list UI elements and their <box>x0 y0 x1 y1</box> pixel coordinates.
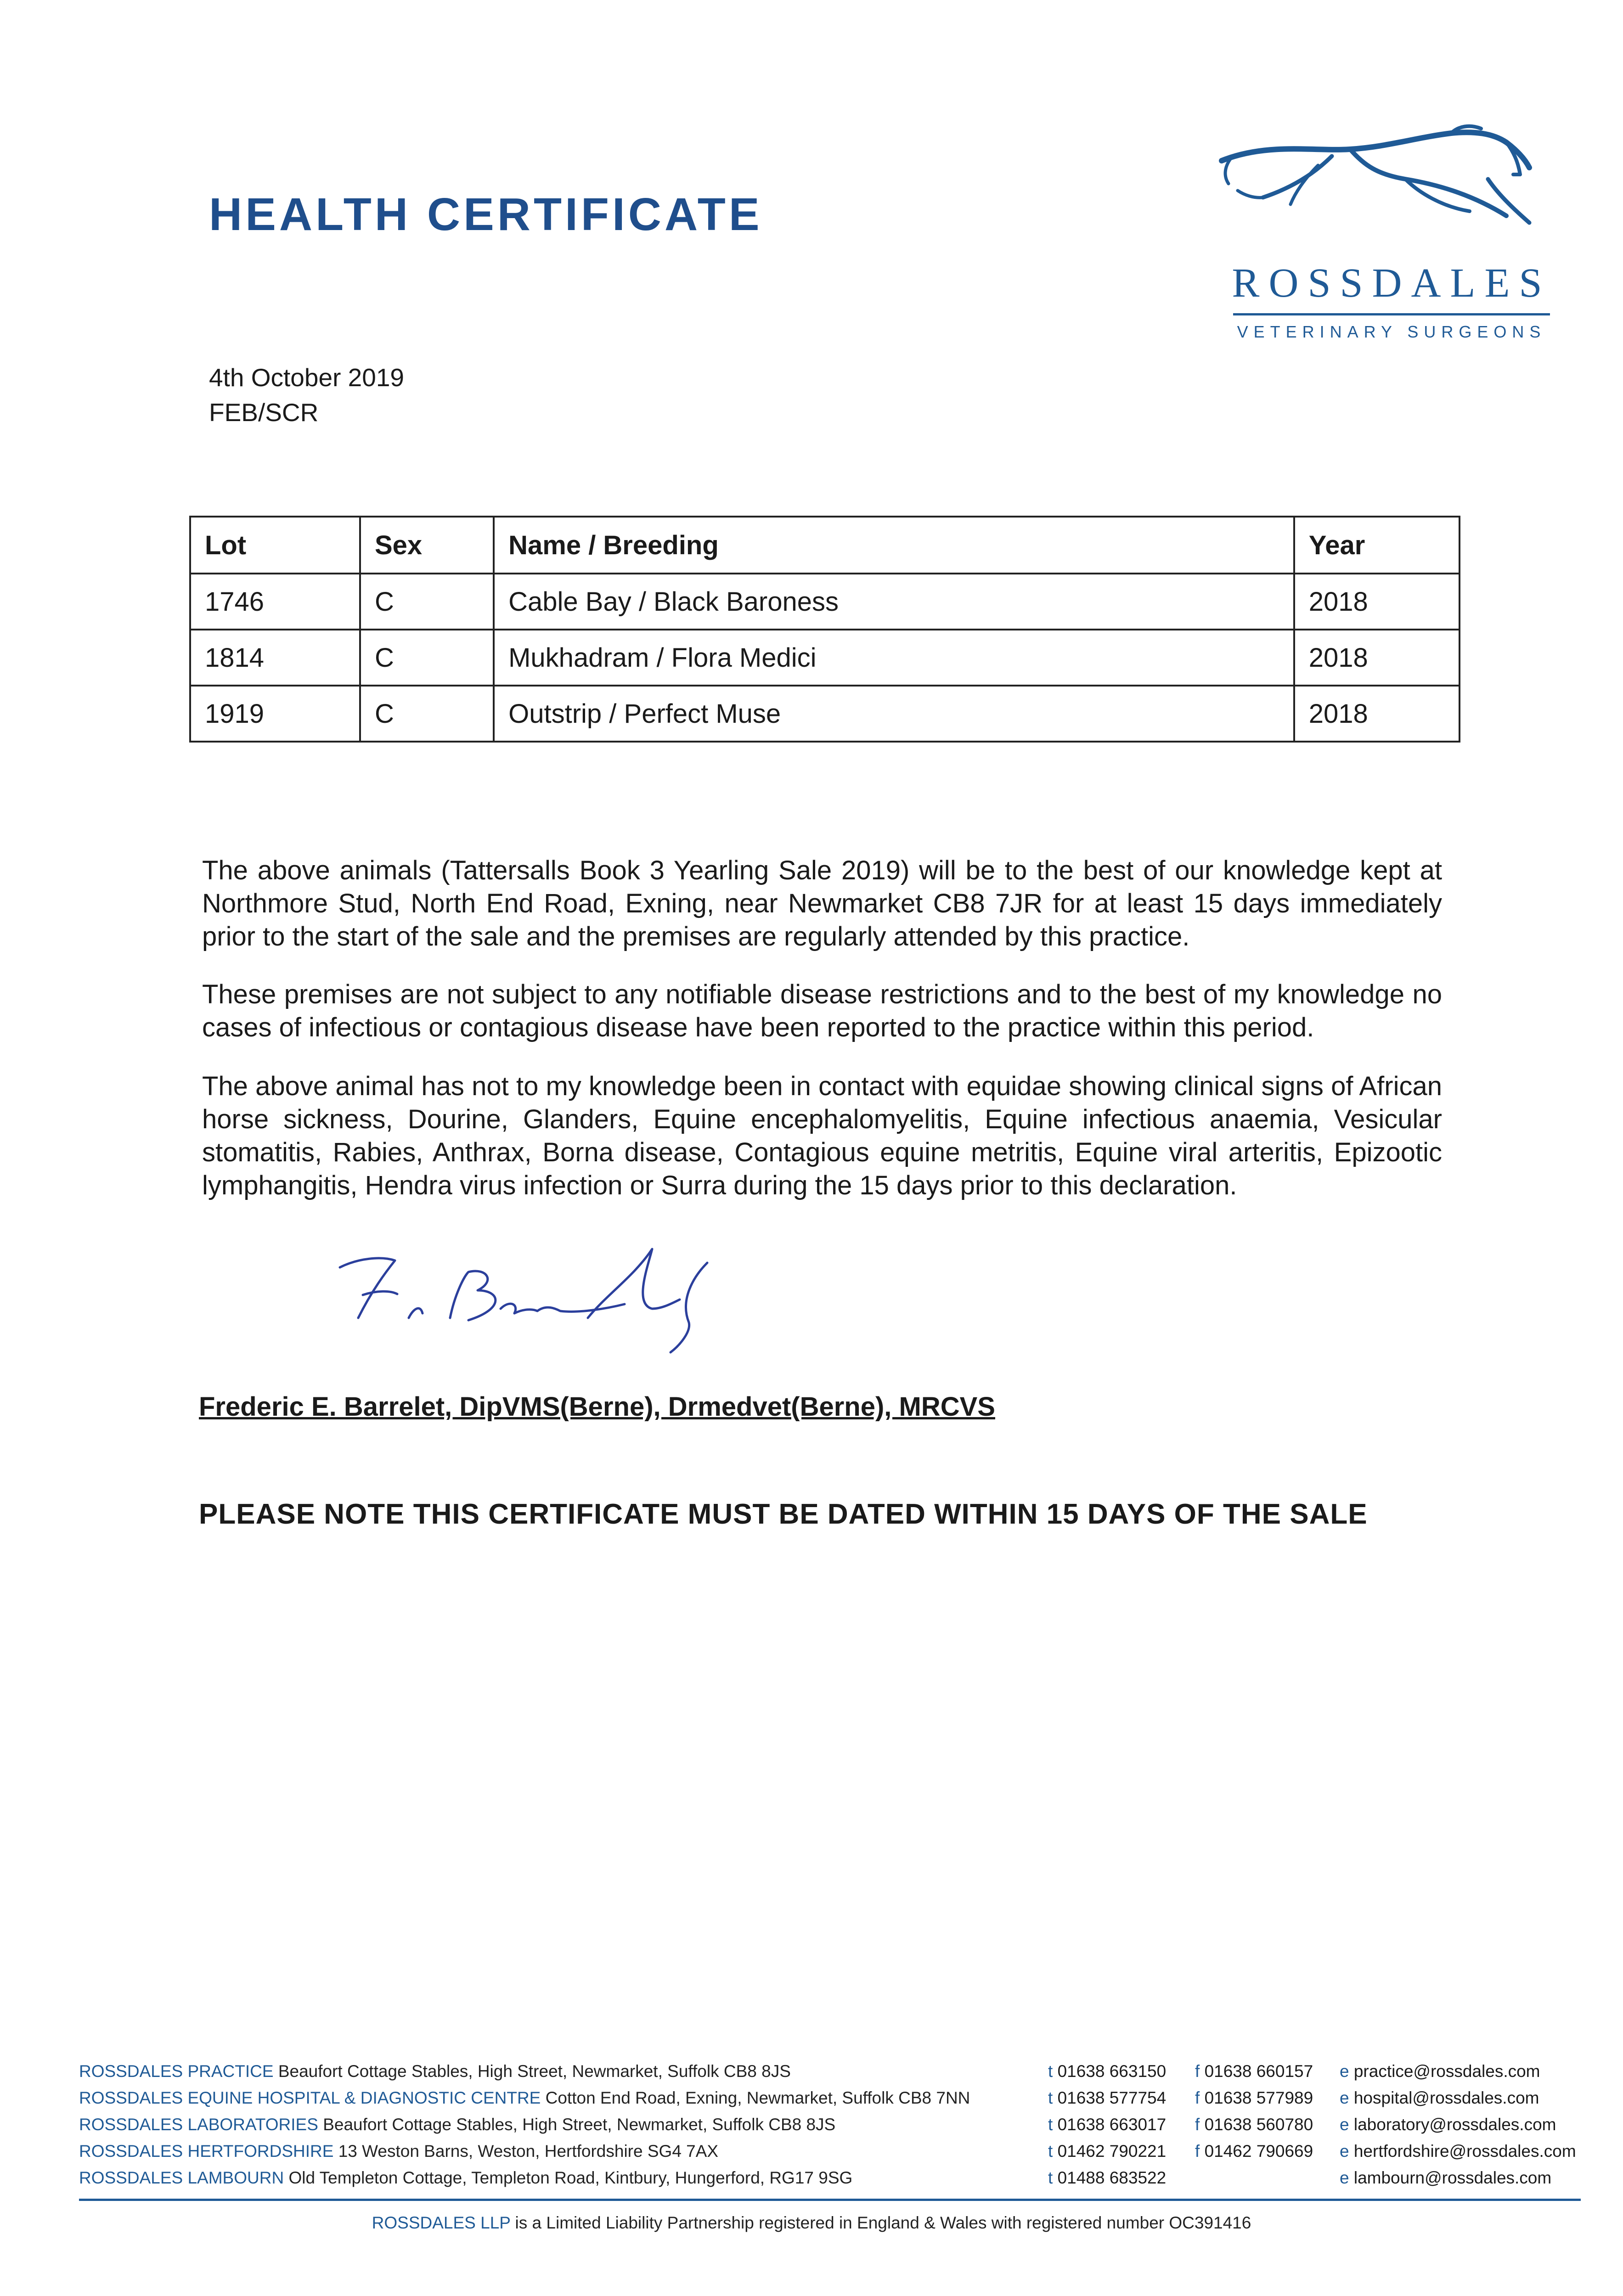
footer-row: ROSSDALES PRACTICE Beaufort Cottage Stables, High Street, Newmarket, Suffolk CB8 8JS t 01638 663150 f 01638 660157 e practice@rossdales.com <box>79 2062 1540 2081</box>
cell-name: Cable Bay / Black Baroness <box>494 574 1294 630</box>
cell-name: Outstrip / Perfect Muse <box>494 686 1294 742</box>
signer-name: Frederic E. Barrelet, DipVMS(Berne), Drmedvet(Berne), MRCVS <box>199 1392 995 1422</box>
llp-text: is a Limited Liability Partnership registered in England & Wales with registered number OC391416 <box>510 2213 1251 2232</box>
footer-row: ROSSDALES HERTFORDSHIRE 13 Weston Barns, Weston, Hertfordshire SG4 7AX t 01462 790221 f 01462 790669 e hertfordshire@rossdales.com <box>79 2142 1576 2161</box>
footer-email: lambourn@rossdales.com <box>1353 2168 1552 2187</box>
cell-lot: 1814 <box>190 630 360 686</box>
statement-paragraph-2: These premises are not subject to any notifiable disease restrictions and to the best of my knowledge no cases of infectious or contagious disease have been reported to the practice within this period. <box>202 979 1442 1042</box>
footer-email: hertfordshire@rossdales.com <box>1353 2142 1576 2161</box>
footer-email: laboratory@rossdales.com <box>1353 2115 1556 2134</box>
header-name-breeding: Name / Breeding <box>494 517 1294 574</box>
footer-divider <box>79 2199 1581 2201</box>
footer-org: ROSSDALES EQUINE HOSPITAL & DIAGNOSTIC CENTRE <box>79 2088 541 2107</box>
cell-name: Mukhadram / Flora Medici <box>494 630 1294 686</box>
footer-address: 13 Weston Barns, Weston, Hertfordshire SG4 7AX <box>338 2142 719 2161</box>
certificate-date: 4th October 2019 <box>209 363 405 392</box>
statement-paragraph-1: The above animals (Tattersalls Book 3 Yearling Sale 2019) will be to the best of our knowledge kept at Northmore Stud, North End Road, Exning, near Newmarket CB8 7JR for at least 15 days immediately prior to the start of the sale and the premises are regularly attended by this practice. <box>202 855 1442 951</box>
footer-fax: 01638 577989 <box>1204 2088 1313 2107</box>
logo-name: ROSSDALES <box>1232 260 1551 306</box>
footer-address: Beaufort Cottage Stables, High Street, Newmarket, Suffolk CB8 8JS <box>323 2115 836 2134</box>
table-row <box>190 630 1460 686</box>
signature-icon <box>331 1240 781 1359</box>
cell-sex: C <box>360 686 494 742</box>
cell-lot: 1919 <box>190 686 360 742</box>
horse-icon <box>1212 124 1543 239</box>
footer-fax: 01638 660157 <box>1204 2062 1313 2081</box>
footer-address: Old Templeton Cottage, Templeton Road, Kintbury, Hungerford, RG17 9SG <box>288 2168 853 2187</box>
llp-org: ROSSDALES LLP <box>372 2213 511 2232</box>
footer-email: hospital@rossdales.com <box>1353 2088 1539 2107</box>
footer-row: ROSSDALES EQUINE HOSPITAL & DIAGNOSTIC CENTRE Cotton End Road, Exning, Newmarket, Suffolk CB8 7NN t 01638 577754 f 01638 577989 e hospital@rossdales.com <box>79 2088 1539 2107</box>
header-year: Year <box>1294 517 1460 574</box>
footer-email: practice@rossdales.com <box>1353 2062 1540 2081</box>
page-title: HEALTH CERTIFICATE <box>209 189 763 240</box>
footer-address: Cotton End Road, Exning, Newmarket, Suffolk CB8 7NN <box>545 2088 970 2107</box>
cell-year: 2018 <box>1294 630 1460 686</box>
cell-year: 2018 <box>1294 686 1460 742</box>
footer-row: ROSSDALES LAMBOURN Old Templeton Cottage, Templeton Road, Kintbury, Hungerford, RG17 9SG t 01488 683522 e lambourn@rossdales.com <box>79 2168 1552 2187</box>
header-sex: Sex <box>360 517 494 574</box>
footer-org: ROSSDALES HERTFORDSHIRE <box>79 2142 334 2161</box>
table-row <box>190 574 1460 630</box>
footer-org: ROSSDALES LAMBOURN <box>79 2168 284 2187</box>
footer-contacts <box>79 2062 1581 2195</box>
footer-tel: 01488 683522 <box>1057 2168 1167 2187</box>
llp-statement <box>0 2213 1623 2233</box>
footer-org: ROSSDALES LABORATORIES <box>79 2115 318 2134</box>
footer-tel: 01638 577754 <box>1057 2088 1167 2107</box>
cell-sex: C <box>360 574 494 630</box>
footer-org: ROSSDALES PRACTICE <box>79 2062 274 2081</box>
footer-tel: 01638 663150 <box>1057 2062 1167 2081</box>
footer-fax: 01462 790669 <box>1204 2142 1313 2161</box>
cell-sex: C <box>360 630 494 686</box>
table-row <box>190 686 1460 742</box>
footer-row: ROSSDALES LABORATORIES Beaufort Cottage Stables, High Street, Newmarket, Suffolk CB8 8JS t 01638 663017 f 01638 560780 e laboratory@rossdales.com <box>79 2115 1556 2134</box>
table-header-row <box>190 517 1460 574</box>
rossdales-logo <box>1212 124 1551 354</box>
logo-subtitle: VETERINARY SURGEONS <box>1237 322 1546 341</box>
footer-tel: 01462 790221 <box>1057 2142 1167 2161</box>
cell-year: 2018 <box>1294 574 1460 630</box>
dating-note: PLEASE NOTE THIS CERTIFICATE MUST BE DATED WITHIN 15 DAYS OF THE SALE <box>199 1498 1368 1530</box>
footer-fax: 01638 560780 <box>1204 2115 1313 2134</box>
cell-lot: 1746 <box>190 574 360 630</box>
logo-divider <box>1233 313 1550 315</box>
header-lot: Lot <box>190 517 360 574</box>
reference-code: FEB/SCR <box>209 398 319 427</box>
footer-tel: 01638 663017 <box>1057 2115 1167 2134</box>
statement-paragraph-3: The above animal has not to my knowledge been in contact with equidae showing clinical signs of African horse sickness, Dourine, Glanders, Equine encephalomyelitis, Equine infectious anaemia, Vesicular stomatitis, Rabies, Anthrax, Borna disease, Contagious equine metritis, Equine viral arteritis, Epizootic lymphangitis, Hendra virus infection or Surra during the 15 days prior to this declaration. <box>202 1071 1442 1200</box>
horse-table <box>189 516 1460 743</box>
footer-address: Beaufort Cottage Stables, High Street, Newmarket, Suffolk CB8 8JS <box>278 2062 791 2081</box>
